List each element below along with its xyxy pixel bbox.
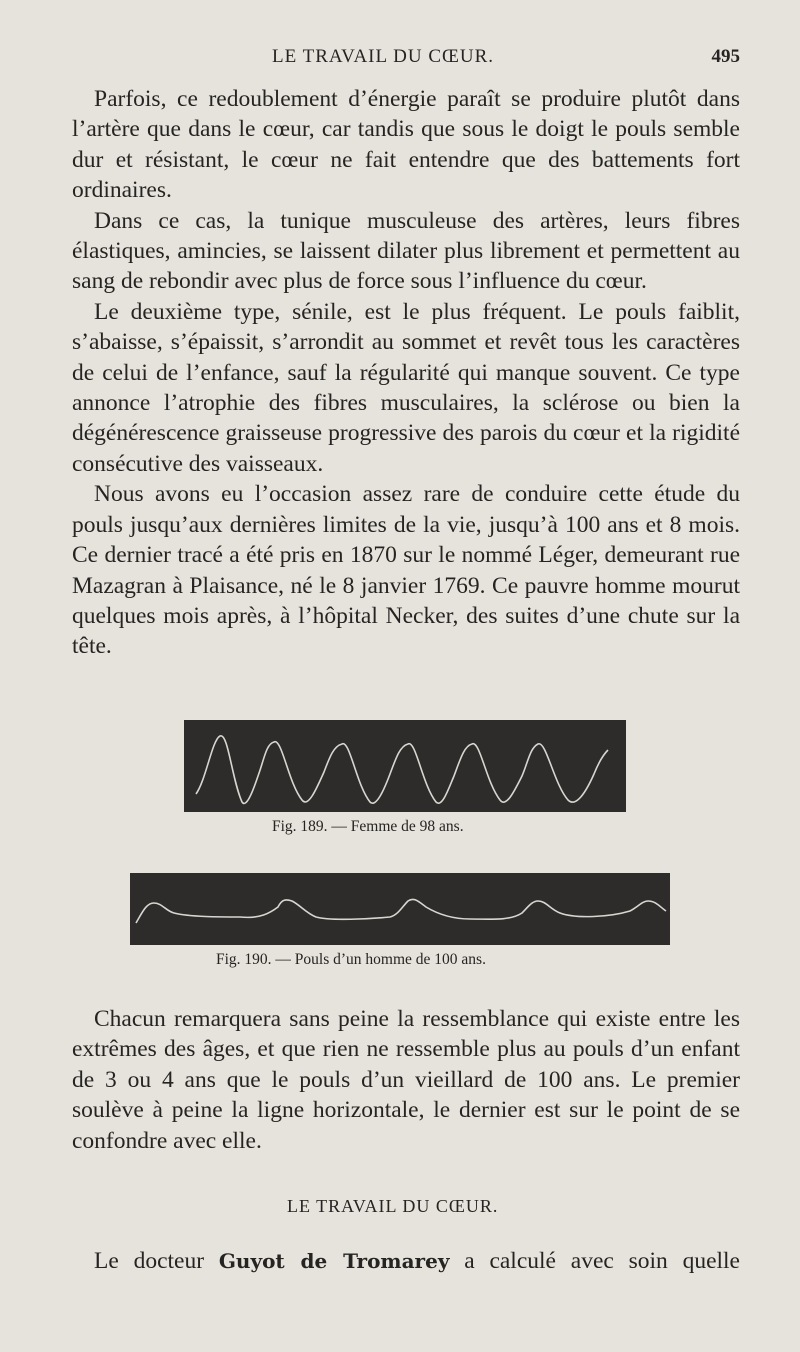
paragraph: Dans ce cas, la tunique musculeuse des artères, leurs fibres élastiques, amincies, se laissent dilater plus librement et permettent au sang de rebondir avec plus de force sous l’influence du cœur.: [72, 207, 740, 295]
figure-caption: Fig. 190. — Pouls d’un homme de 100 ans.: [216, 951, 486, 968]
paragraph: Chacun remarquera sans peine la ressemblance qui existe entre les extrêmes des âges, et que rien ne ressemble plus au pouls d’un enfant de 3 ou 4 ans que le pouls d’un vieillard de 100 ans. Le premier soulève à peine la ligne horizontale, le dernier est sur le point de se confondre avec elle.: [72, 1006, 740, 1154]
closing-after: a calculé avec soin quelle: [449, 1248, 740, 1274]
closing-before: Le docteur: [94, 1248, 219, 1274]
closing-line: [94, 1248, 740, 1275]
paragraph: Parfois, ce redoublement d’énergie paraît se produire plutôt dans l’artère que dans le cœur, car tandis que sous le doigt le pouls semble dur et résistant, le cœur ne fait entendre que des battements fort ordinaires.: [72, 86, 740, 204]
pulse-trace-line: [136, 899, 666, 923]
pulse-trace-line: [196, 736, 608, 804]
paragraph: Le deuxième type, sénile, est le plus fréquent. Le pouls faiblit, s’abaisse, s’épaissit, s’arrondit au sommet et revêt tous les caractères de celui de l’enfance, sauf la régularité qui manque souvent. Ce type annonce l’atrophie des fibres musculaires, la sclérose ou bien la dégénérescence graisseuse progressive des parois du cœur et la rigidité consécutive des vaisseaux.: [72, 298, 740, 477]
figure-190: [130, 873, 670, 969]
figure-caption: Fig. 189. — Femme de 98 ans.: [272, 818, 464, 835]
section-heading: LE TRAVAIL DU CŒUR.: [287, 1196, 499, 1216]
body-text-top: [72, 84, 740, 662]
running-header-title: LE TRAVAIL DU CŒUR.: [272, 46, 495, 67]
running-header: [72, 46, 740, 74]
page-number: 495: [711, 46, 740, 67]
pulse-tracing-100-years: [130, 873, 670, 945]
paragraph: Nous avons eu l’occasion assez rare de conduire cette étude du pouls jusqu’aux dernières limites de la vie, jusqu’à 100 ans et 8 mois. Ce dernier tracé a été pris en 1870 sur le nommé Léger, demeurant rue Mazagran à Plaisance, né le 8 janvier 1769. Ce pauvre homme mourut quelques mois après, à l’hôpital Necker, des suites d’une chute sur la tête.: [72, 481, 740, 660]
author-name: Guyot de Tromarey: [218, 1249, 450, 1273]
figure-189: [184, 720, 626, 840]
pulse-tracing-98-years: [184, 720, 626, 812]
body-text-bottom: [72, 1004, 740, 1156]
